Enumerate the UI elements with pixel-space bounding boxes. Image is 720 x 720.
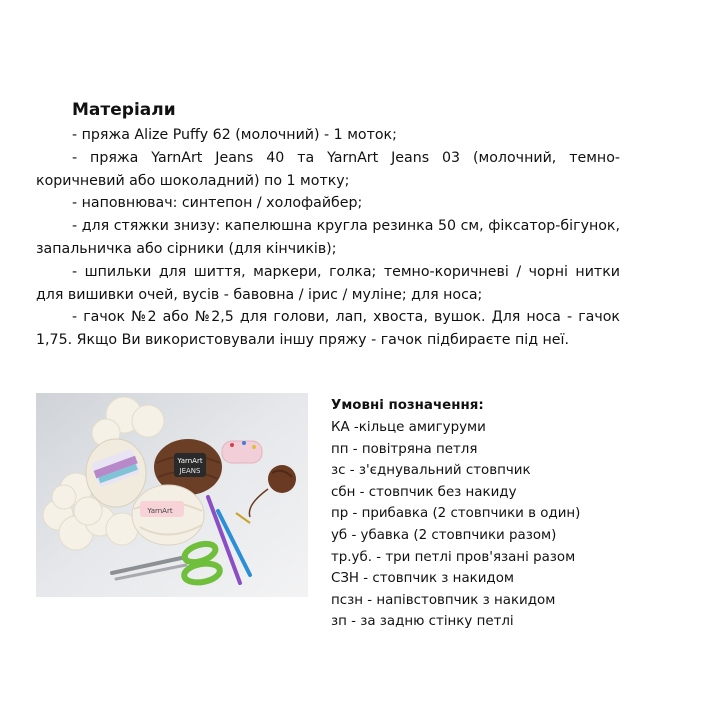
material-item: - пряжа Alize Puffy 62 (молочний) - 1 моток;: [72, 127, 397, 143]
legend-item: тр.уб. - три петлі пров'язані разом: [331, 549, 576, 565]
material-item: - для стяжки знизу: капелюшна кругла резинка 50 см, фіксатор-бігунок, запальничка або сірники (для кінчиків);: [36, 218, 620, 257]
material-item: - наповнювач: синтепон / холофайбер;: [72, 195, 363, 212]
materials-list: [36, 124, 620, 352]
material-item: - пряжа YarnArt Jeans 40 та YarnArt Jeans 03 (молочний, темно-коричневий або шоколадний) по 1 мотку;: [36, 149, 620, 189]
legend-item: СЗН - стовпчик з накидом: [331, 571, 514, 587]
legend-item: зс - з'єднувальний стовпчик: [331, 463, 531, 479]
legend-item: пп - повітряна петля: [331, 441, 478, 457]
yarn-jeans-label: JEANS: [179, 467, 201, 475]
legend-item: пр - прибавка (2 стовпчики в один): [331, 506, 581, 522]
pink-crochet-piece: [222, 441, 262, 463]
page-title: Матеріали: [72, 100, 176, 120]
puffy-label-ball: [86, 439, 146, 507]
legend-item: КА -кільце амигуруми: [331, 420, 486, 435]
legend-title: Умовні позначення:: [331, 398, 484, 413]
materials-photo-illustration: [36, 393, 308, 597]
symbols-legend: [331, 398, 631, 633]
legend-item: уб - убавка (2 стовпчики разом): [331, 527, 557, 543]
yarn-brand-label-2: YarnArt: [147, 507, 173, 515]
material-item: - гачок №2 або №2,5 для голови, лап, хвоста, вушок. Для носа - гачок 1,75. Якщо Ви використовували іншу пряжу - гачок підбираєте під неї.: [36, 309, 620, 349]
legend-item: зп - за задню стінку петлі: [331, 614, 514, 630]
legend-item: псзн - напівстовпчик з накидом: [331, 592, 556, 608]
material-item: - шпильки для шиття, маркери, голка; темно-коричневі / чорні нитки для вишивки очей, вусів - бавовна / ірис / муліне; для носа;: [36, 263, 620, 303]
yarn-brand-label: YarnArt: [177, 457, 203, 465]
materials-photo: [36, 393, 308, 597]
jeans-cream-skein: [132, 485, 204, 545]
legend-item: сбн - стовпчик без накиду: [331, 484, 517, 500]
